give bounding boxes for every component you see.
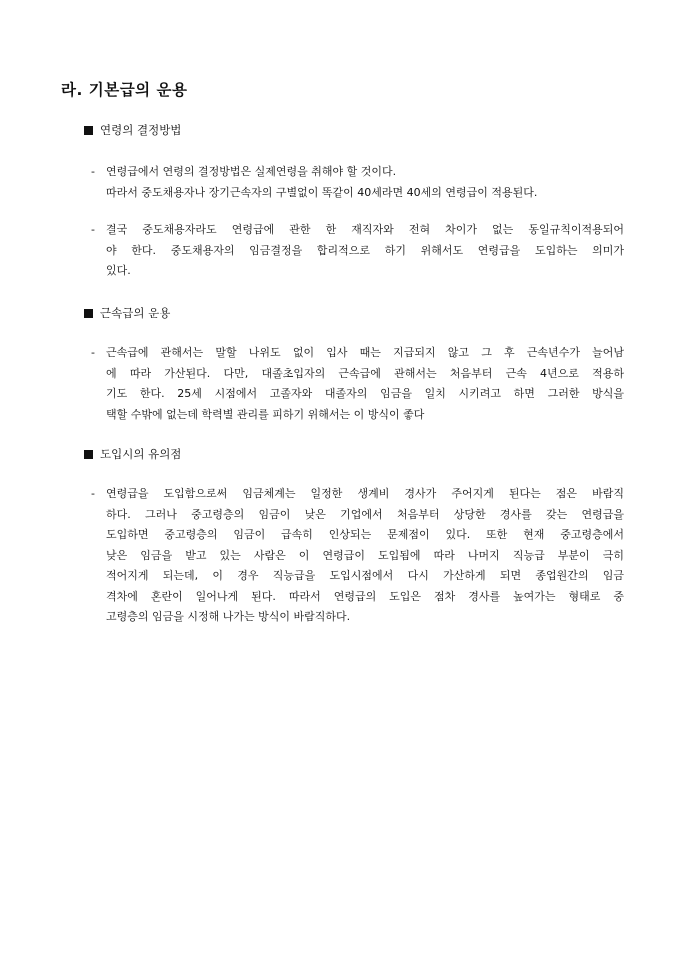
text-line: 고령층의 임금을 시정해 나가는 방식이 바람직하다. (106, 610, 351, 623)
text-line: 낮은 임금을 받고 있는 사람은 이 연령급이 도입됨에 따라 나머지 직능급 부분이 극히 (106, 548, 624, 562)
dash-bullet: - (91, 346, 95, 359)
item-text (106, 162, 624, 203)
section-heading-label: 도입시의 유의점 (100, 447, 182, 461)
text-line: 근속급에 관해서는 말할 나위도 없이 입사 때는 지급되지 않고 그 후 근속년수가 늘어남 (106, 346, 624, 359)
text-line: 택할 수밖에 없는데 학력별 관리를 피하기 위해서는 이 방식이 좋다 (106, 407, 425, 421)
section-heading-label: 연령의 결정방법 (100, 123, 182, 137)
text-line: 따라서 중도채용자나 장기근속자의 구별없이 똑같이 40세라면 40세의 연령급이 적용된다. (106, 185, 538, 199)
section-heading-seniority-pay (84, 305, 170, 321)
text-line: 적어지게 되는데, 이 경우 직능급을 도입시점에서 다시 가산하게 되면 종업원간의 임금 (106, 569, 624, 582)
list-item (91, 484, 624, 628)
item-text (106, 343, 624, 425)
page-title: 라. 기본급의 운용 (61, 81, 188, 99)
text-line: 도입하면 중고령층의 임금이 급속히 인상되는 문제점이 있다. 또한 현재 중고령층에서 (106, 528, 624, 541)
list-item (91, 343, 624, 425)
item-text (106, 484, 624, 628)
list-item (91, 220, 624, 282)
dash-bullet: - (91, 487, 95, 500)
text-line: 에 따라 가산된다. 다만, 대졸초입자의 근속급에 관해서는 처음부터 근속 4년으로 적용하 (106, 366, 624, 380)
dash-bullet: - (91, 223, 95, 236)
text-line: 결국 중도채용자라도 연령급에 관한 한 재직자와 전혀 차이가 없는 동일규칙이적용되어 (106, 223, 624, 236)
section-heading-introduction-notes (84, 446, 181, 462)
text-line: 있다. (106, 264, 131, 277)
black-square-icon (84, 126, 93, 135)
dash-bullet: - (91, 165, 95, 178)
black-square-icon (84, 450, 93, 459)
text-line: 연령급을 도입함으로써 임금체계는 일정한 생계비 경사가 주어지게 된다는 점은 바람직 (106, 487, 624, 500)
text-line: 격차에 혼란이 일어나게 된다. 따라서 연령급의 도입은 점차 경사를 높여가는 형태로 중 (106, 589, 624, 603)
item-text (106, 220, 624, 282)
list-item (91, 162, 624, 203)
section-heading-age-determination (84, 122, 181, 138)
black-square-icon (84, 309, 93, 318)
text-line: 기도 한다. 25세 시점에서 고졸자와 대졸자의 임금을 일치 시키려고 하면 그러한 방식을 (106, 387, 624, 400)
text-line: 야 한다. 중도채용자의 임금결정을 합리적으로 하기 위해서도 연령급을 도입하는 의미가 (106, 243, 624, 257)
section-heading-label: 근속급의 운용 (100, 306, 171, 320)
text-line: 하다. 그러나 중고령층의 임금이 낮은 기업에서 처음부터 상당한 경사를 갖는 연령급을 (106, 507, 624, 521)
text-line: 연령급에서 연령의 결정방법은 실제연령을 취해야 할 것이다. (106, 165, 397, 178)
